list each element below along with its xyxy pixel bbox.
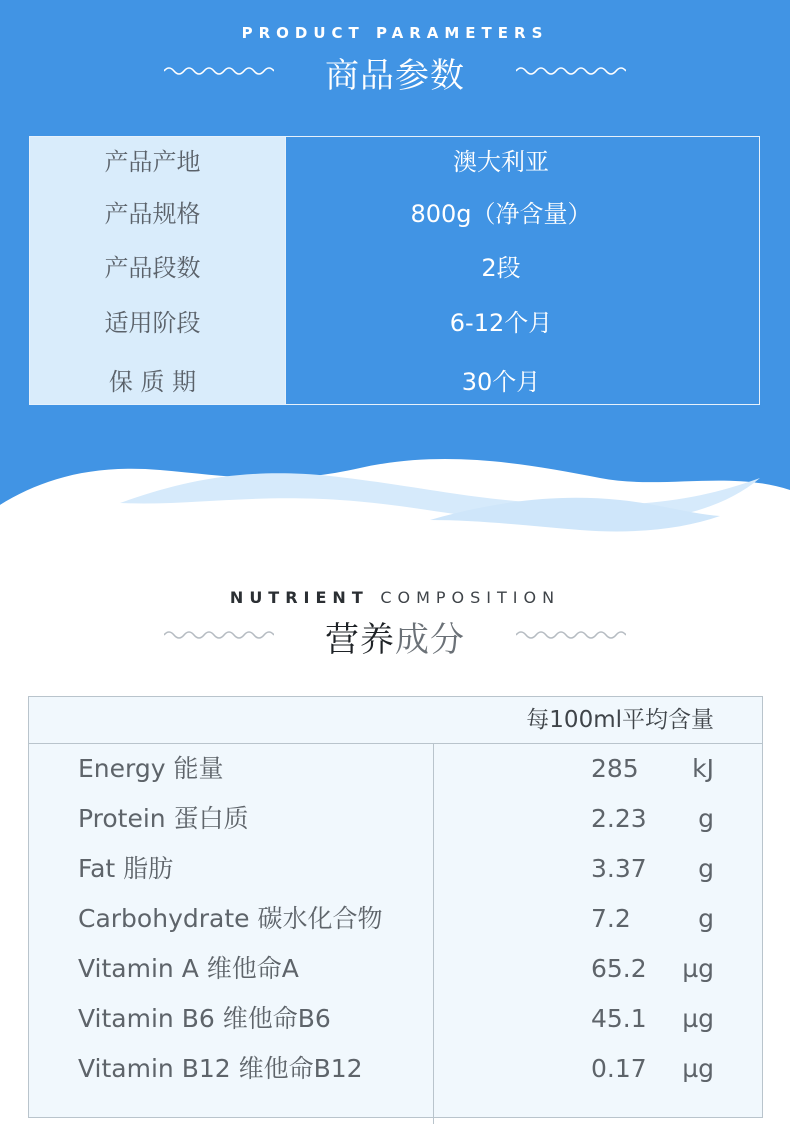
param-label: 产品段数	[104, 254, 201, 282]
nutrient-unit: g	[698, 804, 714, 833]
param-label: 保 质 期	[108, 368, 197, 396]
param-row-shelf-life	[30, 362, 759, 402]
param-value: 6-12个月	[449, 309, 553, 337]
nutrient-name: Protein 蛋白质	[78, 804, 249, 833]
param-label: 产品规格	[104, 200, 201, 228]
table-row	[29, 847, 762, 891]
section-title-zh: 商品参数	[325, 56, 465, 96]
nutrient-name: Carbohydrate 碳水化合物	[78, 904, 383, 933]
nutrient-title-en	[0, 588, 790, 607]
nutrition-table-header	[29, 697, 762, 744]
nutrient-name: Vitamin B12 维他命B12	[78, 1054, 363, 1083]
nutrient-name: Fat 脂肪	[78, 854, 174, 883]
nutrient-title-zh-dark: 营养	[325, 620, 395, 660]
table-row	[29, 797, 762, 841]
param-value: 800g（净含量）	[410, 200, 592, 228]
param-label: 适用阶段	[104, 309, 201, 337]
nutrient-value: 2.23	[591, 804, 647, 833]
table-row	[29, 747, 762, 791]
nutrient-unit: µg	[682, 954, 714, 983]
nutrition-table	[28, 696, 763, 1118]
nutrient-unit: g	[698, 854, 714, 883]
nutrient-unit: µg	[682, 1004, 714, 1033]
table-row	[29, 997, 762, 1041]
nutrient-title-zh-light: 成分	[395, 620, 465, 660]
wavy-line-right-decoration	[516, 628, 626, 642]
table-row	[29, 897, 762, 941]
nutrient-value: 45.1	[591, 1004, 647, 1033]
nutrient-value: 65.2	[591, 954, 647, 983]
nutrient-value: 0.17	[591, 1054, 647, 1083]
product-parameters-section	[0, 0, 790, 560]
parameters-table	[29, 136, 760, 405]
nutrient-unit: g	[698, 904, 714, 933]
nutrient-title-en-bold: NUTRIENT	[229, 588, 369, 607]
nutrient-name: Vitamin A 维他命A	[78, 954, 299, 983]
nutrient-unit: µg	[682, 1054, 714, 1083]
param-row-stage	[30, 248, 759, 288]
section-title-en: PRODUCT PARAMETERS	[241, 24, 549, 42]
nutrient-name: Vitamin B6 维他命B6	[78, 1004, 331, 1033]
column-header-per-100ml: 每100ml平均含量	[526, 707, 714, 733]
param-value: 30个月	[461, 368, 541, 396]
wavy-line-right-decoration	[516, 64, 626, 78]
table-row	[29, 1047, 762, 1091]
nutrient-value: 3.37	[591, 854, 647, 883]
param-value: 澳大利亚	[453, 148, 549, 176]
nutrient-title-en-light: COMPOSITION	[380, 588, 561, 607]
param-value: 2段	[481, 254, 521, 282]
nutrient-title-zh	[0, 612, 790, 661]
param-row-spec	[30, 194, 759, 234]
nutrient-unit: kJ	[692, 754, 714, 783]
nutrient-value: 7.2	[591, 904, 631, 933]
param-row-age	[30, 303, 759, 343]
nutrient-name: Energy 能量	[78, 754, 224, 783]
table-row	[29, 947, 762, 991]
param-label: 产品产地	[104, 148, 201, 176]
param-row-origin	[30, 142, 759, 182]
nutrient-value: 285	[591, 754, 639, 783]
